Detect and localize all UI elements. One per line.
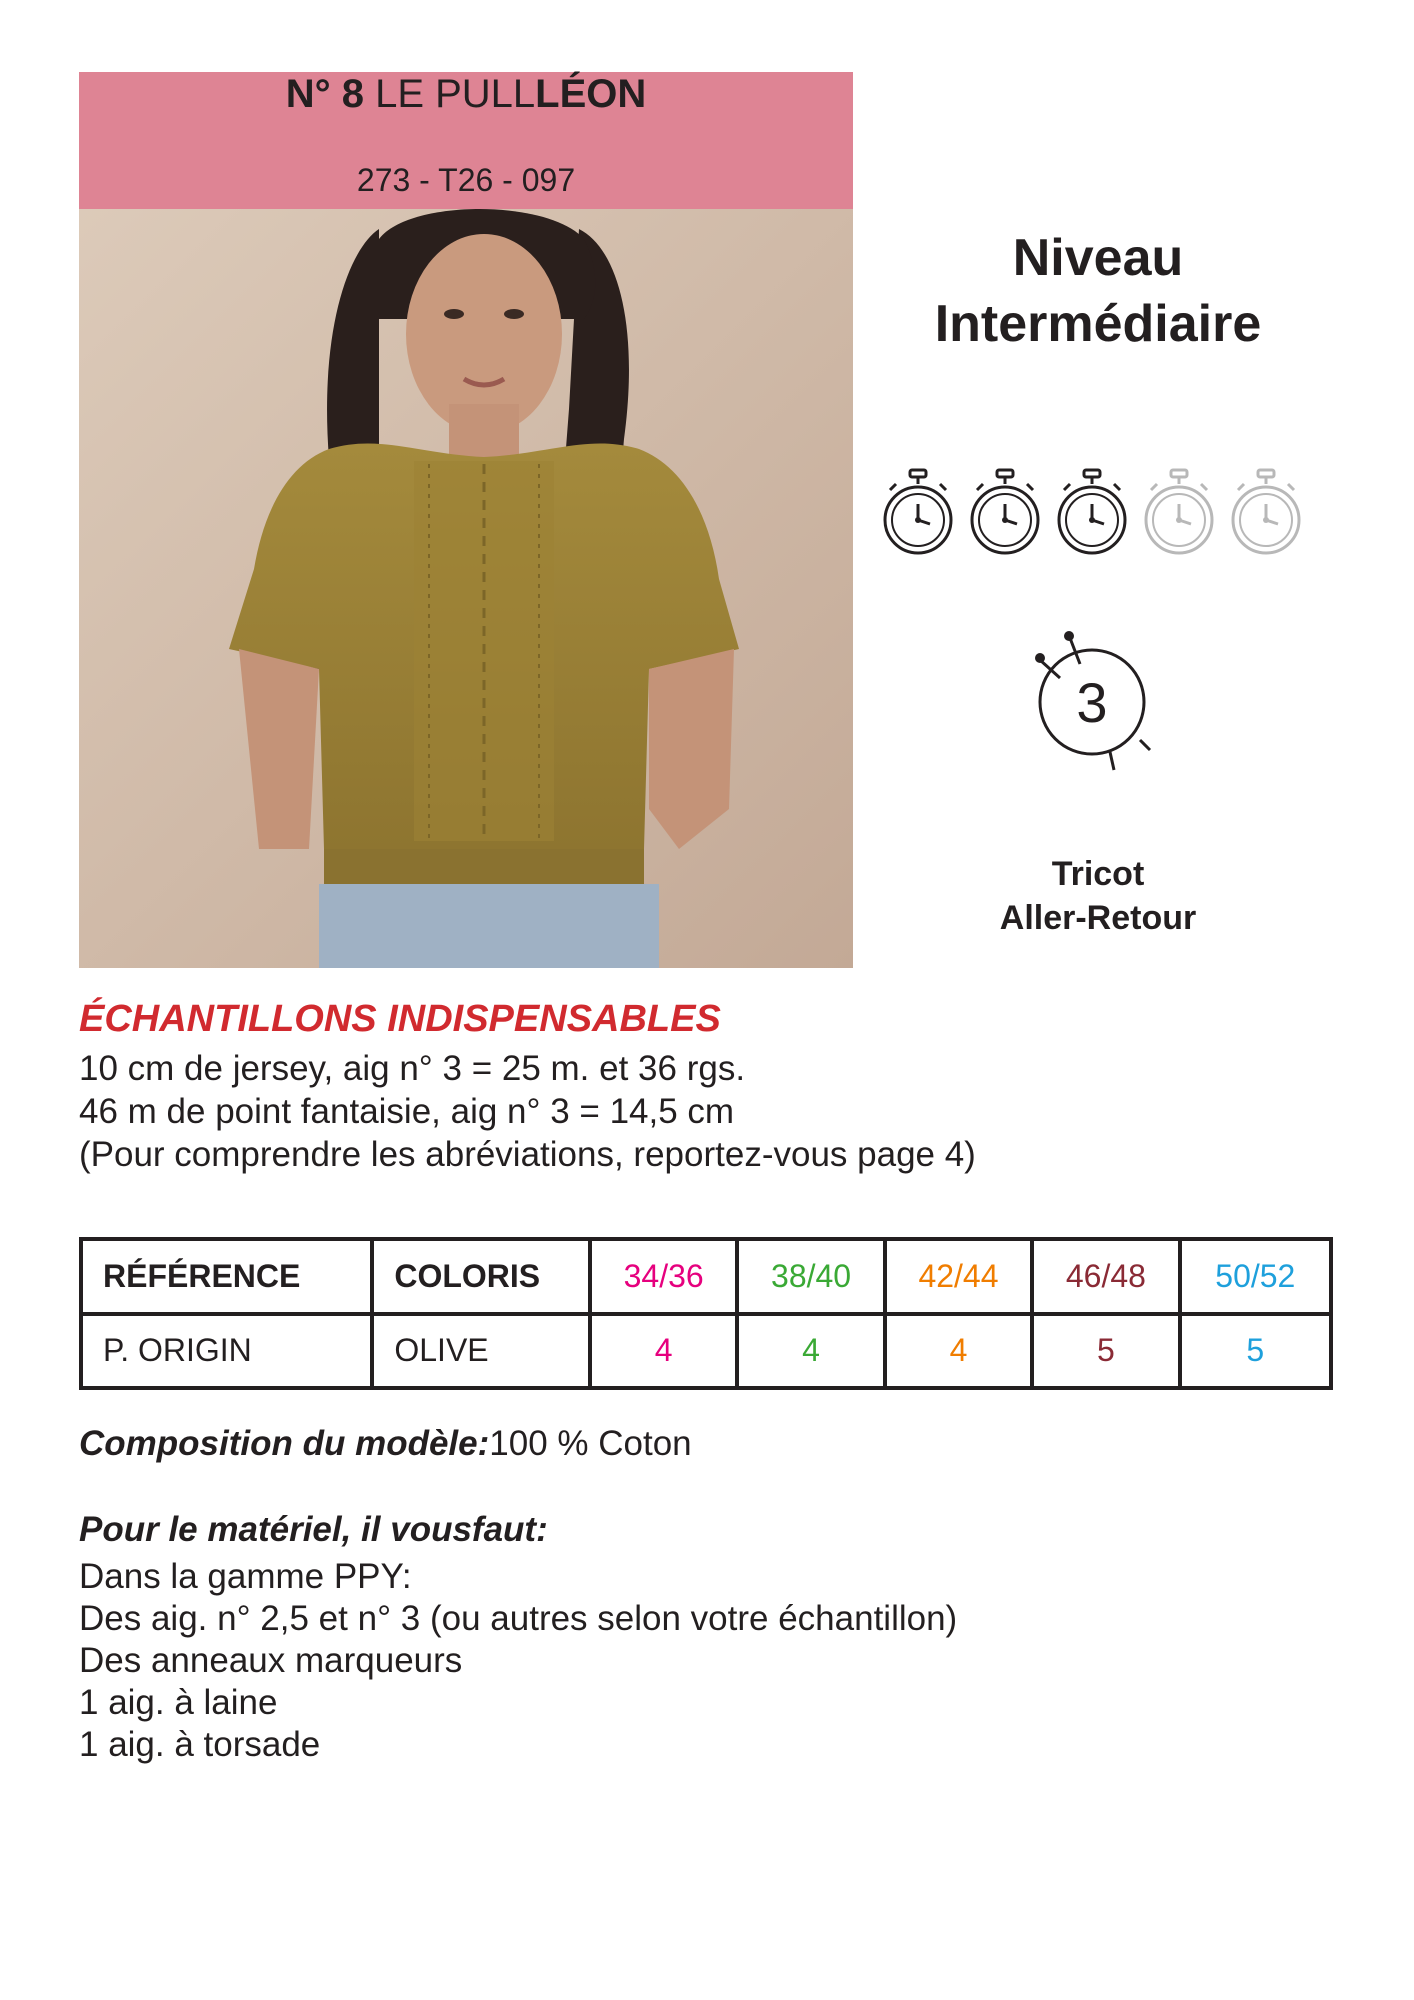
header-size: 42/44 xyxy=(885,1239,1032,1314)
pattern-reference: 273 - T26 - 097 xyxy=(356,162,576,198)
model-photo xyxy=(79,209,853,968)
technique-line-1: Tricot xyxy=(1051,855,1145,893)
materials-heading: Pour le matériel, il vousfaut: xyxy=(79,1510,548,1549)
stopwatch-icon xyxy=(1056,468,1128,556)
knitting-needles-icon xyxy=(1030,630,1160,778)
cell-quantity: 4 xyxy=(737,1314,884,1389)
materials-item: 1 aig. à torsade xyxy=(79,1725,321,1764)
knitting-technique xyxy=(940,852,1256,940)
stopwatch-icon xyxy=(1230,468,1302,556)
cell-coloris: OLIVE xyxy=(372,1314,590,1389)
gauge-line: (Pour comprendre les abréviations, reportez-vous page 4) xyxy=(79,1135,976,1174)
composition xyxy=(79,1422,692,1466)
cell-quantity: 4 xyxy=(590,1314,737,1389)
level-line-1: Niveau xyxy=(1012,229,1184,287)
header-size: 38/40 xyxy=(737,1239,884,1314)
cell-quantity: 4 xyxy=(885,1314,1032,1389)
gauge-line: 10 cm de jersey, aig n° 3 = 25 m. et 36 rgs. xyxy=(79,1049,746,1088)
composition-label: Composition du modèle: xyxy=(79,1424,490,1463)
title-band xyxy=(79,72,853,209)
needle-size: 3 xyxy=(1076,671,1108,734)
materials-item: Dans la gamme PPY: xyxy=(79,1557,412,1596)
level-line-2: Intermédiaire xyxy=(934,295,1262,353)
cell-reference: P. ORIGIN xyxy=(81,1314,372,1389)
technique-line-2: Aller-Retour xyxy=(999,899,1197,937)
stopwatch-icon xyxy=(882,468,954,556)
yarn-quantity-table xyxy=(79,1237,1333,1390)
cell-quantity: 5 xyxy=(1032,1314,1179,1389)
difficulty-rating xyxy=(882,468,1314,556)
header-size: 50/52 xyxy=(1180,1239,1331,1314)
gauge-line: 46 m de point fantaisie, aig n° 3 = 14,5 cm xyxy=(79,1092,735,1131)
composition-value: 100 % Coton xyxy=(489,1424,692,1463)
materials-list xyxy=(79,1556,957,1766)
header-size: 34/36 xyxy=(590,1239,737,1314)
header-reference: RÉFÉRENCE xyxy=(81,1239,372,1314)
title-name: LÉON xyxy=(535,72,647,116)
table-row xyxy=(81,1314,1331,1389)
cell-quantity: 5 xyxy=(1180,1314,1331,1389)
materials-item: 1 aig. à laine xyxy=(79,1683,278,1722)
table-header-row xyxy=(81,1239,1331,1314)
stopwatch-icon xyxy=(969,468,1041,556)
difficulty-level xyxy=(870,225,1326,357)
materials-item: Des aig. n° 2,5 et n° 3 (ou autres selon votre échantillon) xyxy=(79,1599,958,1638)
header-size: 46/48 xyxy=(1032,1239,1179,1314)
gauge-heading: ÉCHANTILLONS INDISPENSABLES xyxy=(79,998,721,1040)
header-coloris: COLORIS xyxy=(372,1239,590,1314)
stopwatch-icon xyxy=(1143,468,1215,556)
pattern-title xyxy=(79,72,853,116)
materials-item: Des anneaux marqueurs xyxy=(79,1641,463,1680)
pattern-number: N° 8 xyxy=(285,72,364,116)
gauge-lines xyxy=(79,1047,976,1176)
title-prefix: LE PULL xyxy=(363,72,536,116)
